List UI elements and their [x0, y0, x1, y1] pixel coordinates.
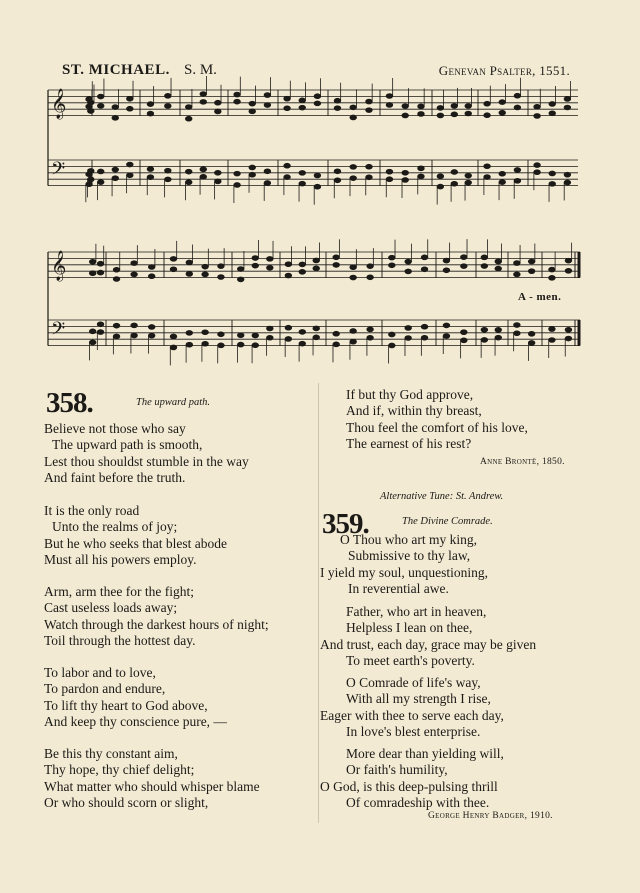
column-divider [318, 383, 319, 823]
note-head [549, 101, 556, 106]
note-head [89, 259, 96, 264]
note-head [528, 340, 535, 345]
note-head [388, 255, 395, 260]
note-head [513, 323, 520, 328]
note-head [350, 328, 357, 333]
note-head [514, 93, 521, 98]
tune-name: ST. MICHAEL. [62, 62, 170, 78]
note-head [299, 170, 306, 175]
note-head [366, 99, 373, 104]
note-head [185, 116, 192, 121]
note-head [366, 164, 373, 169]
note-head [443, 323, 450, 328]
note-head [313, 335, 320, 340]
tune-source: Genevan Psalter, 1551. [438, 63, 570, 78]
note-head [97, 270, 104, 275]
note-head [249, 165, 256, 170]
note-head [147, 175, 154, 180]
bass-clef-icon: 𝄢 [51, 319, 66, 344]
note-head [465, 103, 472, 108]
note-head [367, 275, 374, 280]
note-head [164, 177, 171, 182]
note-head [126, 96, 133, 101]
hymn-358-stanza-2: It is the only road Unto the realms of joy; But he who seeks that blest abode Must all his powers employ. [44, 503, 227, 568]
note-head [285, 273, 292, 278]
note-head [264, 103, 271, 108]
bass-clef-icon: 𝄢 [51, 159, 66, 184]
note-head [147, 111, 154, 116]
note-head [148, 324, 155, 329]
note-head [252, 333, 259, 338]
note-head [388, 332, 395, 337]
note-head [437, 184, 444, 189]
note-head [170, 267, 177, 272]
note-head [481, 327, 488, 332]
note-head [366, 175, 373, 180]
note-head [234, 171, 241, 176]
note-head [564, 180, 571, 185]
note-head [266, 335, 273, 340]
note-head [418, 111, 425, 116]
note-head [314, 101, 321, 106]
note-head [350, 105, 357, 110]
note-head [388, 343, 395, 348]
note-head [367, 327, 374, 332]
note-head [126, 173, 133, 178]
note-head [402, 170, 409, 175]
note-head [350, 265, 357, 270]
note-head [97, 180, 104, 185]
note-head [402, 177, 409, 182]
note-head [386, 177, 393, 182]
note-head [266, 265, 273, 270]
note-head [350, 275, 357, 280]
note-head [202, 264, 209, 269]
note-head [89, 329, 96, 334]
note-head [112, 115, 119, 120]
note-head [89, 340, 96, 345]
note-head [451, 103, 458, 108]
note-head [299, 262, 306, 267]
note-head [484, 113, 491, 118]
note-head [264, 180, 271, 185]
note-head [405, 269, 412, 274]
note-head [249, 172, 256, 177]
note-head [402, 113, 409, 118]
note-head [214, 179, 221, 184]
note-head [218, 343, 225, 348]
note-head [97, 261, 104, 266]
note-head [218, 332, 225, 337]
note-head [386, 169, 393, 174]
note-head [333, 255, 340, 260]
note-head [451, 169, 458, 174]
note-head [437, 113, 444, 118]
note-head [97, 103, 104, 108]
note-head [534, 104, 541, 109]
note-head [314, 184, 321, 189]
note-head [499, 110, 506, 115]
note-head [148, 264, 155, 269]
note-head [112, 105, 119, 110]
note-head [528, 269, 535, 274]
note-head [334, 178, 341, 183]
note-head [451, 181, 458, 186]
note-head [549, 111, 556, 116]
note-head [499, 171, 506, 176]
treble-clef-icon: 𝄞 [51, 89, 67, 119]
note-head [89, 271, 96, 276]
note-head [97, 94, 104, 99]
note-head [113, 267, 120, 272]
note-head [185, 169, 192, 174]
hymn-358-author: Anne Brontë, 1850. [480, 457, 565, 467]
note-head [481, 264, 488, 269]
note-head [284, 96, 291, 101]
note-head [234, 182, 241, 187]
note-head [499, 180, 506, 185]
note-head [87, 177, 94, 182]
note-head [218, 275, 225, 280]
hymn-number-358: 358. [46, 387, 93, 419]
note-head [564, 96, 571, 101]
hymn-358-stanza-4: To labor and to love, To pardon and endure, To lift thy heart to God above, And keep thy conscience pure, — [44, 665, 227, 730]
note-head [313, 266, 320, 271]
note-head [564, 105, 571, 110]
hymn-358-stanza-3: Arm, arm thee for the fight; Cast useless loads away; Watch through the darkest hours of night; Toil through the hottest day. [44, 584, 269, 649]
note-head [97, 169, 104, 174]
note-head [565, 258, 572, 263]
note-head [437, 174, 444, 179]
tune-meter: S. M. [184, 62, 217, 78]
note-head [350, 115, 357, 120]
note-head [451, 112, 458, 117]
alternative-tune-note: Alternative Tune: St. Andrew. [380, 491, 504, 502]
note-head [443, 334, 450, 339]
note-head [565, 327, 572, 332]
note-head [148, 333, 155, 338]
note-head [147, 167, 154, 172]
note-head [402, 104, 409, 109]
note-head [264, 93, 271, 98]
note-head [126, 162, 133, 167]
note-head [418, 174, 425, 179]
note-head [185, 105, 192, 110]
note-head [234, 99, 241, 104]
note-head [131, 261, 138, 266]
note-head [186, 271, 193, 276]
note-head [299, 105, 306, 110]
note-head [421, 335, 428, 340]
note-head [266, 326, 273, 331]
note-head [495, 327, 502, 332]
note-head [284, 163, 291, 168]
note-head [513, 261, 520, 266]
note-head [252, 256, 259, 261]
note-head [170, 334, 177, 339]
note-head [334, 106, 341, 111]
hymn-359-stanza-2: Father, who art in heaven, Helpless I lean on thee, And trust, each day, grace may be given To meet earth's poverty. [320, 604, 537, 669]
note-head [170, 256, 177, 261]
note-head [214, 100, 221, 105]
note-head [147, 102, 154, 107]
treble-clef-icon: 𝄞 [51, 251, 67, 281]
note-head [249, 109, 256, 114]
note-head [484, 175, 491, 180]
note-head [495, 259, 502, 264]
note-head [237, 267, 244, 272]
note-head [421, 267, 428, 272]
note-head [131, 323, 138, 328]
note-head [185, 180, 192, 185]
note-head [350, 176, 357, 181]
note-head [549, 171, 556, 176]
note-head [285, 325, 292, 330]
note-head [200, 99, 207, 104]
note-head [200, 92, 207, 97]
hymn-359-stanza-1: O Thou who art my king, Submissive to thy law, I yield my soul, unquestioning, In reverential awe. [320, 532, 488, 597]
note-head [513, 272, 520, 277]
note-head [112, 167, 119, 172]
note-head [113, 276, 120, 281]
note-head [284, 106, 291, 111]
note-head [266, 256, 273, 261]
note-head [549, 327, 556, 332]
note-head [465, 180, 472, 185]
note-head [499, 100, 506, 105]
note-head [460, 255, 467, 260]
note-head [285, 336, 292, 341]
note-head [443, 258, 450, 263]
note-head [388, 263, 395, 268]
note-head [284, 175, 291, 180]
note-head [350, 339, 357, 344]
note-head [386, 94, 393, 99]
note-head [334, 169, 341, 174]
hymn-number-359: 359. [322, 508, 369, 540]
hymn-358-subtitle: The upward path. [136, 397, 210, 408]
note-head [252, 343, 259, 348]
note-head [202, 341, 209, 346]
note-head [164, 93, 171, 98]
note-head [367, 335, 374, 340]
note-head [405, 336, 412, 341]
note-head [314, 94, 321, 99]
note-head [87, 109, 94, 114]
note-head [333, 342, 340, 347]
note-head [299, 329, 306, 334]
note-head [87, 168, 94, 173]
note-head [495, 266, 502, 271]
note-head [421, 255, 428, 260]
note-head [299, 181, 306, 186]
note-head [333, 331, 340, 336]
note-head [549, 275, 556, 280]
note-head [481, 337, 488, 342]
note-head [549, 181, 556, 186]
note-head [350, 164, 357, 169]
note-head [131, 333, 138, 338]
note-head [386, 102, 393, 107]
note-head [237, 342, 244, 347]
note-head [113, 334, 120, 339]
note-head [234, 92, 241, 97]
note-head [131, 272, 138, 277]
note-head [460, 330, 467, 335]
note-head [514, 178, 521, 183]
note-head [113, 323, 120, 328]
note-head [366, 108, 373, 113]
music-score [0, 0, 640, 370]
note-head [237, 333, 244, 338]
note-head [443, 268, 450, 273]
note-head [112, 176, 119, 181]
note-head [97, 322, 104, 327]
hymn-359-stanza-3: O Comrade of life's way, With all my strength I rise, Eager with thee to serve each day, In love's blest enterprise. [320, 675, 504, 740]
note-head [421, 324, 428, 329]
note-head [549, 338, 556, 343]
note-head [405, 259, 412, 264]
hymn-358-stanza-1: Believe not those who say The upward path is smooth, Lest thou shouldst stumble in the way And faint before the truth. [44, 421, 249, 486]
note-head [513, 331, 520, 336]
note-head [484, 101, 491, 106]
note-head [528, 331, 535, 336]
note-head [148, 274, 155, 279]
note-head [314, 173, 321, 178]
note-head [299, 269, 306, 274]
note-head [285, 262, 292, 267]
note-head [564, 172, 571, 177]
note-head [460, 264, 467, 269]
note-head [170, 345, 177, 350]
note-head [333, 262, 340, 267]
note-head [418, 166, 425, 171]
note-head [534, 113, 541, 118]
note-head [86, 182, 93, 187]
note-head [299, 341, 306, 346]
note-head [418, 104, 425, 109]
note-head [126, 106, 133, 111]
note-head [97, 330, 104, 335]
note-head [164, 168, 171, 173]
note-head [313, 326, 320, 331]
note-head [164, 103, 171, 108]
note-head [465, 173, 472, 178]
note-head [465, 111, 472, 116]
note-head [565, 336, 572, 341]
note-head [186, 260, 193, 265]
note-head [202, 272, 209, 277]
note-head [237, 277, 244, 282]
note-head [264, 169, 271, 174]
note-head [334, 98, 341, 103]
note-head [186, 330, 193, 335]
note-head [549, 267, 556, 272]
note-head [313, 258, 320, 263]
note-head [405, 325, 412, 330]
hymn-359-stanza-4: More dear than yielding will, Or faith's humility, O God, is this deep-pulsing thrill Of comradeship with thee. [320, 746, 504, 811]
note-head [299, 98, 306, 103]
note-head [252, 263, 259, 268]
amen-label: A - men. [518, 291, 562, 303]
note-head [437, 105, 444, 110]
note-head [565, 268, 572, 273]
note-head [214, 109, 221, 114]
note-head [484, 164, 491, 169]
note-head [514, 105, 521, 110]
hymn-359-subtitle: The Divine Comrade. [402, 516, 493, 527]
note-head [87, 100, 94, 105]
note-head [495, 335, 502, 340]
note-head [481, 255, 488, 260]
note-head [528, 259, 535, 264]
note-head [514, 167, 521, 172]
note-head [186, 342, 193, 347]
note-head [249, 101, 256, 106]
note-head [367, 264, 374, 269]
note-head [200, 167, 207, 172]
hymn-358-stanza-6: If but thy God approve, And if, within thy breast, Thou feel the comfort of his love, The earnest of his rest? [346, 387, 528, 452]
note-head [202, 330, 209, 335]
note-head [200, 174, 207, 179]
note-head [214, 170, 221, 175]
note-head [534, 170, 541, 175]
note-head [218, 264, 225, 269]
note-head [460, 338, 467, 343]
hymn-358-stanza-5: Be this thy constant aim, Thy hope, thy chief delight; What matter who should whisper blame Or who should scorn or slight, [44, 746, 260, 811]
hymn-359-author: George Henry Badger, 1910. [428, 811, 553, 821]
note-head [534, 163, 541, 168]
